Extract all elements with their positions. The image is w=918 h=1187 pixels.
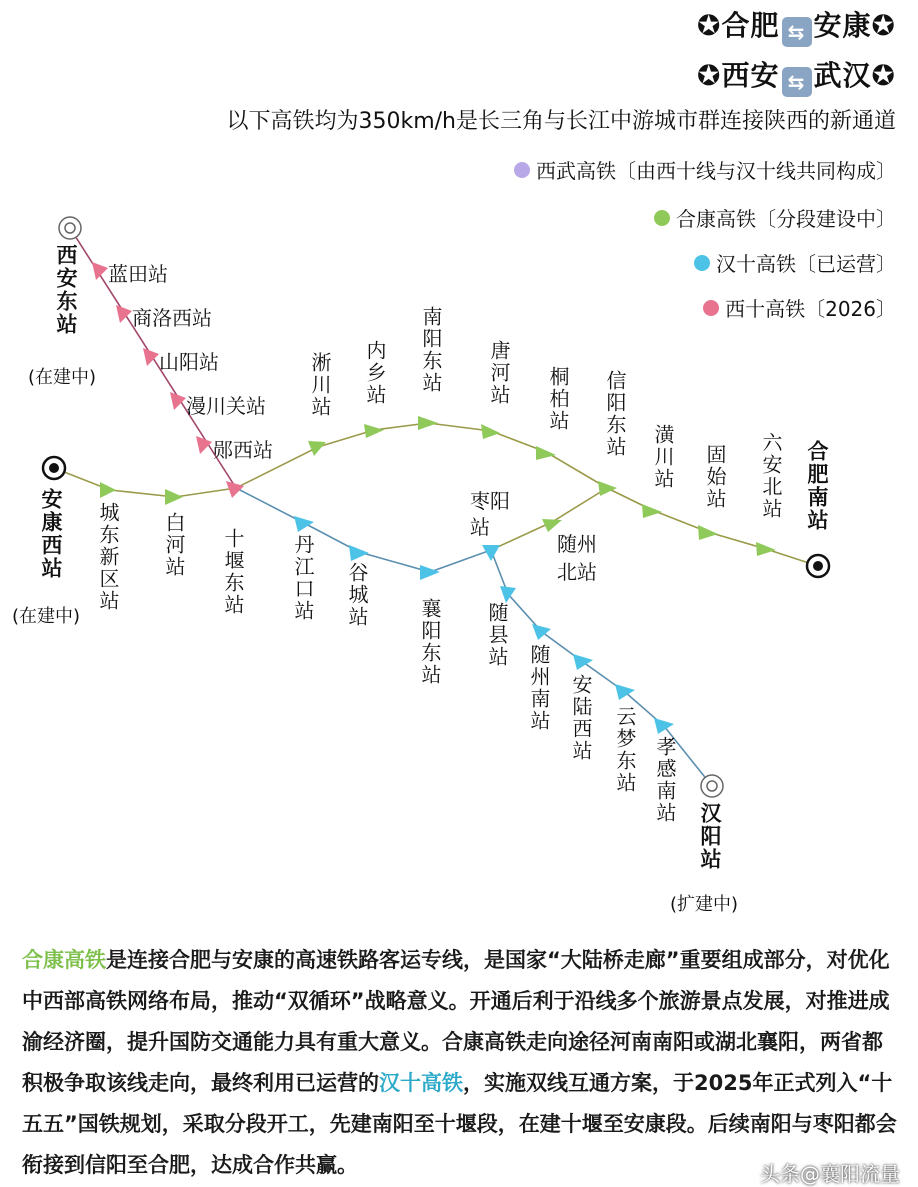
station-label-xian-east: 西安东站: [54, 244, 78, 336]
swap-icon: ⇆: [782, 17, 812, 47]
station-marker-lantian-icon: [92, 262, 108, 280]
terminal-ankang-west-icon: [43, 457, 65, 479]
station-marker-tanghe-icon: [481, 424, 500, 439]
station-label-lantian: 蓝田站: [108, 262, 168, 286]
station-marker-gucheng-icon: [349, 545, 369, 561]
subtitle: 以下高铁均为350km/h是长三角与长江中游城市群连接陕西的新通道: [226, 109, 896, 134]
station-label-suizhou-south: 随州南站: [527, 644, 551, 732]
description-paragraph: [22, 940, 898, 1186]
title-city-hefei: 合肥: [721, 9, 780, 42]
station-label-shanyang: 山阳站: [159, 350, 219, 374]
station-label-neixiang: 内乡站: [363, 340, 387, 406]
station-note-xian-east: (在建中): [28, 367, 97, 388]
station-label-tanghe: 唐河站: [487, 340, 511, 406]
paragraph-text-2: ，实施双线互通方案，于2025年正式列入“十五五”国铁规划，采取分段开工，先建南阳至十堰段，在建十堰至安康段。后续南阳与枣阳都会衔接到信阳至合肥，达成合作共赢。: [22, 1071, 897, 1177]
legend-label: 西武高铁〔由西十线与汉十线共同构成〕: [536, 159, 896, 183]
station-label-suizhou-north: 随州北站: [557, 532, 597, 584]
station-label-luan-north: 六安北站: [759, 432, 783, 520]
station-label-hefei-south: 合肥南站: [805, 440, 829, 532]
station-marker-neixiang-icon: [364, 424, 384, 438]
station-note-ankang-west: (在建中): [12, 606, 81, 627]
station-marker-xichuan-icon: [308, 441, 326, 456]
station-label-yunmeng-east: 云梦东站: [613, 706, 637, 794]
station-marker-baihe-icon: [165, 489, 183, 505]
station-note-hanyang: (扩建中): [670, 894, 739, 915]
station-label-gucheng: 谷城站: [345, 562, 369, 628]
terminal-hanyang-icon: [701, 775, 723, 797]
station-label-suixian: 随县站: [485, 602, 509, 668]
star-icon: ✪: [697, 9, 722, 42]
star-icon: ✪: [697, 59, 722, 92]
station-label-xiangyang-east: 襄阳东站: [418, 598, 442, 686]
title-city-ankang: 安康: [813, 9, 872, 42]
station-label-anlu-west: 安陆西站: [569, 674, 593, 762]
star-icon: ✪: [871, 59, 896, 92]
legend-label: 西十高铁〔2026〕: [725, 297, 896, 321]
station-label-xinyang-east: 信阳东站: [603, 370, 627, 458]
station-label-shiyan-east: 十堰东站: [221, 528, 245, 616]
station-label-chengdong-xinqu: 城东新区站: [96, 502, 120, 612]
station-label-tongbai: 桐柏站: [546, 366, 570, 432]
station-label-baihe: 白河站: [162, 512, 186, 578]
station-marker-luan-icon: [756, 542, 776, 556]
station-marker-xiaogan-icon: [654, 718, 674, 734]
station-label-shangluo-west: 商洛西站: [132, 306, 212, 330]
swap-icon: ⇆: [782, 67, 812, 97]
station-label-manchuanguan: 漫川关站: [186, 394, 266, 418]
station-label-nanyang-east: 南阳东站: [419, 306, 443, 394]
station-marker-nanyang-icon: [418, 416, 438, 430]
station-marker-danjiangkou-icon: [294, 516, 314, 532]
title-city-wuhan: 武汉: [813, 59, 872, 92]
station-marker-tongbai-icon: [536, 446, 556, 460]
star-icon: ✪: [871, 9, 896, 42]
hekang-highlight: 合康高铁: [22, 948, 106, 972]
station-marker-huangchuan-icon: [642, 504, 662, 518]
terminal-hefei-south-icon: [807, 555, 829, 577]
legend-label: 合康高铁〔分段建设中〕: [676, 207, 896, 231]
terminal-xian-east-icon: [59, 217, 81, 239]
watermark: 头条@襄阳流量: [760, 1162, 900, 1186]
station-marker-chengdong-icon: [100, 482, 116, 498]
station-label-zaoyang: 枣阳站: [470, 489, 510, 539]
title-city-xian: 西安: [721, 59, 780, 92]
station-marker-xiangyang-icon: [420, 565, 440, 580]
station-label-xiaogan-south: 孝感南站: [653, 736, 677, 824]
station-label-yunxi: 郧西站: [213, 438, 273, 462]
hanshi-highlight: 汉十高铁: [379, 1071, 463, 1095]
station-marker-gushi-icon: [698, 525, 718, 540]
station-label-xichuan: 淅川站: [308, 352, 332, 418]
station-label-gushi: 固始站: [703, 444, 727, 510]
paragraph-text-1: 是连接合肥与安康的高速铁路客运专线，是国家“大陆桥走廊”重要组成部分，对优化中西部高铁网络布局，推动“双循环”战略意义。开通后利于沿线多个旅游景点发展，对推进成渝经济圈，提升国防交通能力具有重大意义。合康高铁走向途径河南南阳或湖北襄阳，两省都积极争取该线走向，最终利用已运营的: [22, 948, 890, 1095]
station-marker-xinyang-icon: [598, 481, 617, 496]
station-marker-suizhou-south-icon: [532, 624, 551, 640]
station-label-ankang-west: 安康西站: [39, 488, 63, 580]
station-label-hanyang: 汉阳站: [698, 802, 722, 871]
station-label-huangchuan: 潢川站: [651, 424, 675, 490]
legend-label: 汉十高铁〔已运营〕: [716, 252, 896, 276]
station-label-danjiangkou: 丹江口站: [291, 534, 315, 622]
